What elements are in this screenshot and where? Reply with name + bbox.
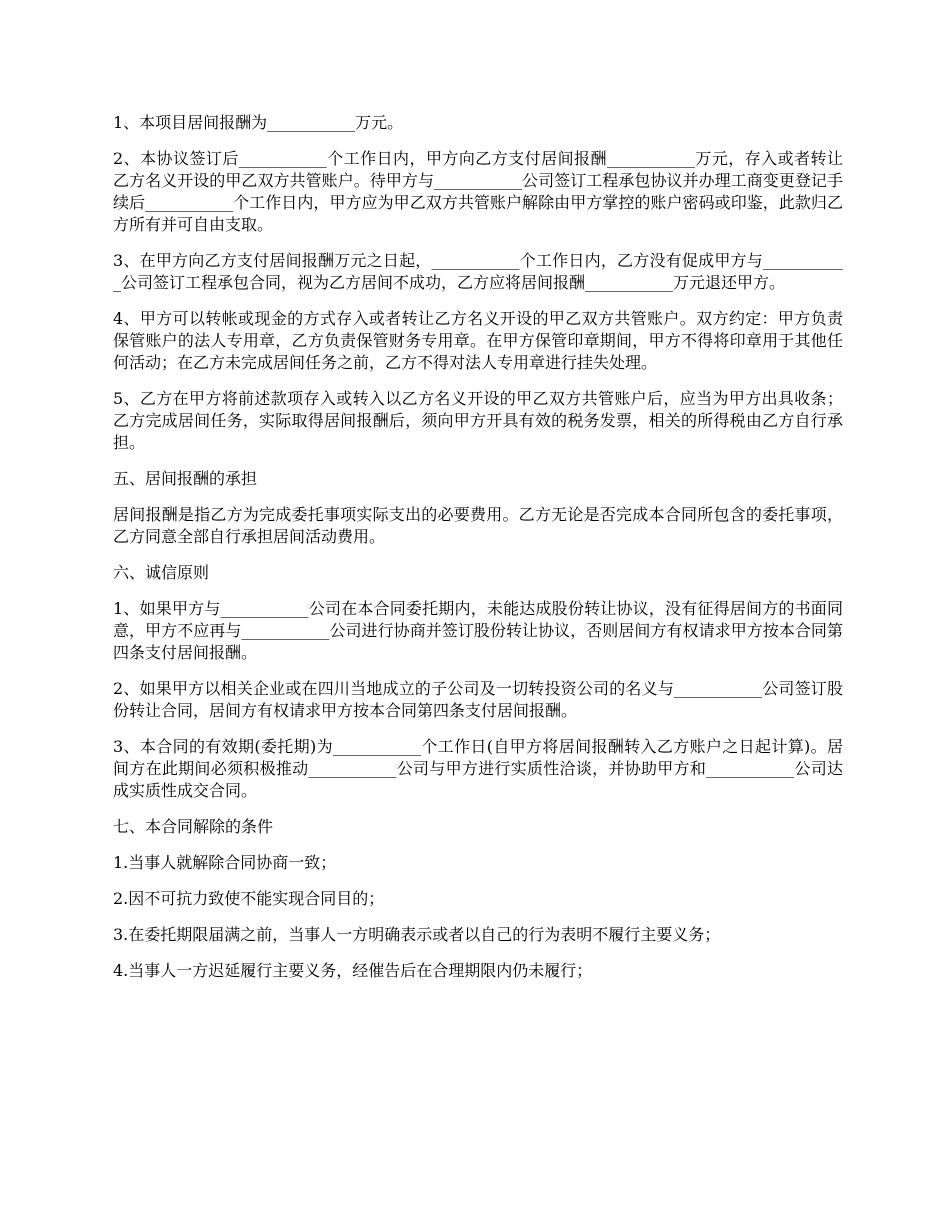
section-heading-7: 七、本合同解除的条件 (113, 817, 274, 836)
document-page (113, 112, 843, 996)
paragraph-4: 4、甲方可以转帐或现金的方式存入或者转让乙方名义开设的甲乙双方共管账户。双方约定：甲方负责保管账户的法人专用章，乙方负责保管财务专用章。在甲方保管印章期间，甲方不得将印章用于其他任何活动；在乙方未完成居间任务之前，乙方不得对法人专用章进行挂失处理。 (113, 309, 843, 372)
paragraph-5: 5、乙方在甲方将前述款项存入或转入以乙方名义开设的甲乙双方共管账户后，应当为甲方出具收条；乙方完成居间任务，实际取得居间报酬后，须向甲方开具有效的税务发票，相关的所得税由乙方自行承担。 (113, 389, 843, 452)
section-heading-6: 六、诚信原则 (113, 563, 210, 582)
paragraph-1: 1、本项目居间报酬为___________万元。 (113, 113, 404, 132)
section-heading-5: 五、居间报酬的承担 (113, 469, 258, 488)
paragraph-integrity-3: 3、本合同的有效期(委托期)为___________个工作日(自甲方将居间报酬转入乙方账户之日起计算)。居间方在此期间必须积极推动___________公司与甲方进行实质性洽谈，并协助甲方和___________公司达成实质性成交合同。 (113, 737, 843, 800)
termination-item-3: 3.在委托期限届满之前，当事人一方明确表示或者以自己的行为表明不履行主要义务； (113, 925, 721, 944)
termination-item-4: 4.当事人一方迟延履行主要义务，经催告后在合理期限内仍未履行； (113, 961, 593, 980)
paragraph-integrity-2: 2、如果甲方以相关企业或在四川当地成立的子公司及一切转投资公司的名义与___________公司签订股份转让合同，居间方有权请求甲方按本合同第四条支付居间报酬。 (113, 679, 843, 720)
paragraph-2: 2、本协议签订后___________个工作日内，甲方向乙方支付居间报酬___________万元，存入或者转让乙方名义开设的甲乙双方共管账户。待甲方与___________公司签订工程承包协议并办理工商变更登记手续后___________个工作日内，甲方应为甲乙双方共管账户解除由甲方掌控的账户密码或印鉴，此款归乙方所有并可自由支取。 (113, 149, 843, 234)
termination-item-2: 2.因不可抗力致使不能实现合同目的； (113, 889, 385, 908)
paragraph-integrity-1: 1、如果甲方与___________公司在本合同委托期内，未能达成股份转让协议，没有征得居间方的书面同意，甲方不应再与___________公司进行协商并签订股份转让协议，否则居间方有权请求甲方按本合同第四条支付居间报酬。 (113, 599, 843, 662)
paragraph-remuneration: 居间报酬是指乙方为完成委托事项实际支出的必要费用。乙方无论是否完成本合同所包含的委托事项，乙方同意全部自行承担居间活动费用。 (113, 505, 843, 546)
termination-item-1: 1.当事人就解除合同协商一致； (113, 853, 337, 872)
paragraph-3: 3、在甲方向乙方支付居间报酬万元之日起，___________个工作日内，乙方没有促成甲方与___________公司签订工程承包合同，视为乙方居间不成功，乙方应将居间报酬___________万元退还甲方。 (113, 251, 843, 292)
